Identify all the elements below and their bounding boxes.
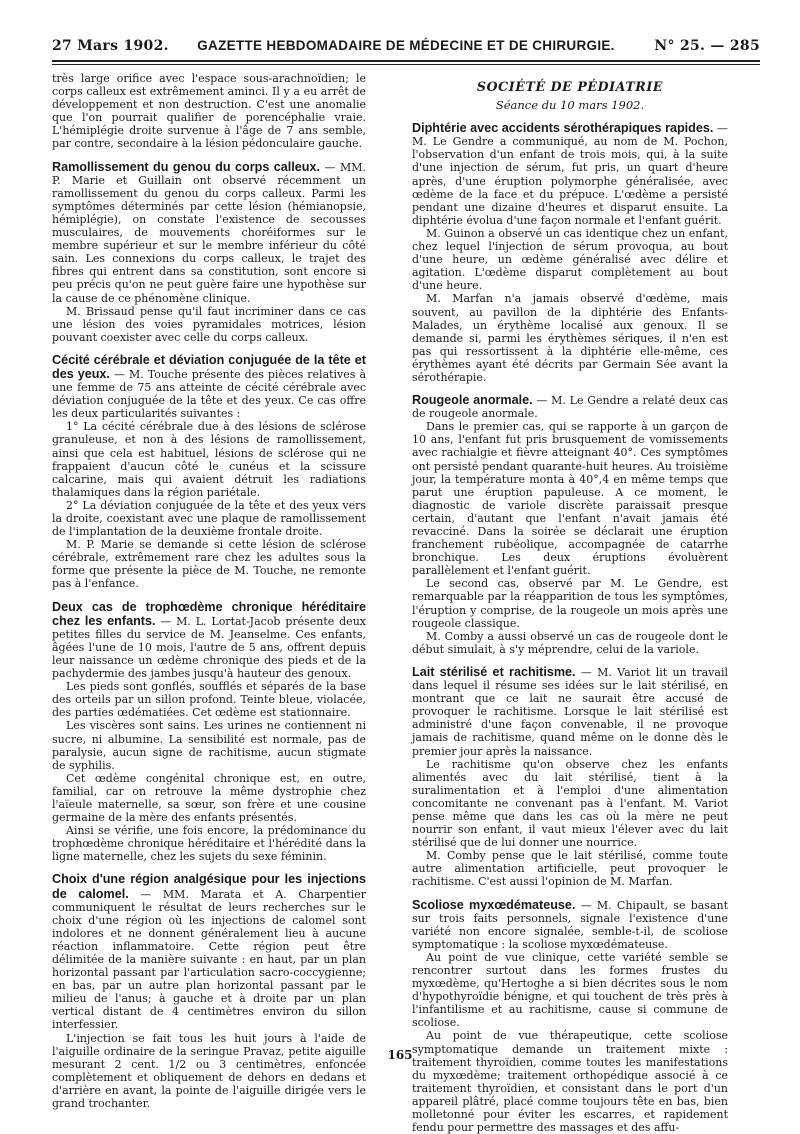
article-diphterie — [412, 121, 728, 384]
article-authors: — M. Variot — [580, 665, 651, 679]
header-date: 27 Mars 1902. — [52, 38, 169, 54]
article-authors: — M. Le Gendre — [536, 394, 629, 408]
article-paragraph: 2° La déviation conjuguée de la tête et des yeux vers la droite, coexistant avec une plaque de ramollissement de l'implantation de la deuxième frontale droite. — [52, 498, 366, 539]
article-title: Ramollissement du genou du corps calleux. — [52, 159, 321, 174]
article-paragraph: a communiqué, au nom de M. Pochon, l'observation d'un enfant de trois mois, qui, à la suite d'une injection de sérum, fut pris, un quart d'heure après, d'une éruption polymorphe généralisée, avec œdème de la face et du prépuce. L'œdème a persisté pendant une dizaine d'heures et disparut ensuite. La diphtérie évolua d'une façon normale et l'enfant guérit. — [412, 135, 729, 227]
article-calomel — [52, 872, 366, 1110]
article-paragraph: Les viscères sont sains. Les urines ne contiennent ni sucre, ni albumine. La sensibilité est normale, pas de paralysie, aucun signe de rachitisme, aucun stigmate de syphilis. — [52, 719, 366, 772]
article-title: Cécité cérébrale et déviation conjuguée de la tête et des yeux. — [52, 352, 366, 381]
right-column — [412, 72, 728, 1134]
article-authors: — MM. Marata et A. Charpentier — [140, 887, 366, 901]
article-paragraph: M. P. Marie se demande si cette lésion de sclérose cérébrale, extrêmement rare chez les adultes sous la forme que présente la pièce de M. Touche, ne remonte pas à l'enfance. — [52, 538, 366, 591]
article-paragraph: M. Comby a aussi observé un cas de rougeole dont le début simulait, à s'y méprendre, celui de la variole. — [412, 629, 728, 656]
article-paragraph: 1° La cécité cérébrale due à des lésions de sclérose granuleuse, et non à des lésions de ramollissement, ainsi que cela est habituel, lésions de sclérose qui ne frappaient d'aucun côté le cunéus et la scissure calcarine, mais qui avaient détruit les radiations thalamiques dans la région pariétale. — [52, 420, 366, 499]
article-authors: — M. Le Gendre — [412, 122, 728, 149]
article-cecite — [52, 353, 366, 591]
article-rougeole — [412, 393, 728, 656]
article-ramollissement — [52, 160, 366, 344]
article-paragraph: M. Marfan n'a jamais observé d'œdème, mais souvent, au pavillon de la diphtérie des Enfants-Malades, un érythème localisé aux genoux. Il se demande si, parmi les érythèmes sériques, il n'en est pas qui ressortissent à la diphtérie elle-même, ces érythèmes ayant été décrits par Germain Sée avant la sérothérapie. — [412, 292, 728, 384]
article-title: Choix d'une région analgésique pour les injections de calomel. — [52, 872, 366, 901]
article-title: Diphtérie avec accidents sérothérapiques rapides. — [412, 121, 714, 136]
left-column — [52, 72, 366, 1110]
article-paragraph: L'injection se fait tous les huit jours à l'aide de l'aiguille ordinaire de la seringue Pravaz, petite aiguille mesurant 2 cent. 1/2 ou 3 centimètres, enfoncée complètement et obliquement de dehors en dedans et d'arrière en avant, la pointe de l'aiguille dirigée vers le grand trochanter. — [52, 1031, 366, 1111]
article-lait-sterilise — [412, 665, 728, 889]
article-paragraph: Au point de vue clinique, cette variété semble se rencontrer surtout dans les formes frustes du myxœdème, qu'Hertoghe a si bien décrites sous le nom d'hypothyroïdie bénigne, et qui touchent de très près à l'infantilisme et au rachitisme, cause si commune de scoliose. — [412, 950, 728, 1030]
intro-paragraph: très large orifice avec l'espace sous-arachnoïdien; le corps calleux est extrêmement aminci. Il y a eu arrêt de développement et non destruction. C'est une anomalie que l'on pourrait qualifier de porencéphalie vraie. L'hémiplégie droite survenue à l'âge de 7 ans semble, par contre, secondaire à la lésion pédonculaire gauche. — [52, 72, 366, 151]
article-authors: — M. Touche — [113, 367, 188, 381]
article-paragraph: présente des pièces relatives à une femme de 75 ans atteinte de cécité cérébrale avec déviation conjuguée de la tête et des yeux. Ce cas offre les deux particularités suivantes : — [52, 367, 366, 421]
article-paragraph: Le rachitisme qu'on observe chez les enfants alimentés avec du lait stérilisé, tient à la suralimentation et à l'emploi d'une alimentation concomitante ne convenant pas à l'enfant. M. Variot pense même que dans les cas où la mère ne peut nourrir son enfant, il vaut mieux l'élever avec du lait stérilisé que de lui donner une nourrice. — [412, 757, 728, 850]
article-authors: — M. L. Lortat-Jacob — [160, 614, 281, 628]
society-name: SOCIÉTÉ DE PÉDIATRIE — [476, 79, 664, 94]
running-header — [52, 38, 760, 60]
article-scoliose — [412, 898, 728, 1134]
article-paragraph: M. Brissaud pense qu'il faut incriminer dans ce cas une lésion des voies pyramidales motrices, lésion pouvant coexister avec celle du corps calleux. — [52, 304, 366, 344]
article-authors: — M. Chipault, — [580, 898, 669, 912]
header-rule — [52, 60, 760, 62]
article-paragraph: communiquent le résultat de leurs recherches sur le choix d'une région où les injections de calomel sont indolores et ne donnent généralement lieu à aucune réaction inflammatoire. Cette région peut être délimitée de la manière suivante : en haut, par un plan horizontal passant par l'articulation sacro-coccygienne; en bas, par un autre plan horizontal passant par le milieu de l'anus; à gauche et à droite par un plan vertical distant de 4 centimètres environ du sillon interfessier. — [52, 900, 366, 1032]
article-paragraph: ont observé récemment un ramollissement du genou du corps calleux. Parmi les symptômes déterminés par cette lésion (hémianopsie, hémiplégie), on constate l'existence de secousses musculaires, de mouvements choréiformes sur le membre supérieur et sur le membre inférieur du côté sain. Les connexions du corps calleux, le trajet des fibres qui entrent dans sa constitution, sont encore si peu précis qu'on ne peut guère faire une hypothèse sur la cause de ce phénomène clinique. — [52, 173, 366, 305]
article-title: Rougeole anormale. — [412, 393, 533, 408]
article-paragraph: présente deux petites filles du service de M. Jeanselme. Ces enfants, âgées l'une de 10 mois, l'autre de 5 ans, offrent depuis leur naissance un œdème chronique des pieds et de la pachydermie des jambes jusqu'à hauteur des genoux. — [52, 614, 366, 681]
article-paragraph: Au point de vue thérapeutique, cette scoliose symptomatique demande un traitement mixte : traitement thyroïdien, comme toutes les manifestations du myxœdème; traitement orthopédique associé à ce traitement thyroïdien, et consistant dans le port d'un appareil plâtré, placé comme toujours tête en bas, bien molletonné pour éviter les escarres, et rapidement fendu pour permettre des massages et des affu- — [412, 1029, 728, 1134]
article-paragraph: se basant sur trois faits personnels, signale l'existence d'une variété non encore signalée, semble-t-il, de scoliose symptomatique : la scoliose myxœdémateuse. — [412, 898, 729, 951]
article-title: Lait stérilisé et rachitisme. — [412, 664, 576, 679]
article-paragraph: Le second cas, observé par M. Le Gendre, est remarquable par la réapparition de tous les symptômes, l'éruption y comprise, de la rougeole un mois après une rougeole classique. — [412, 577, 728, 630]
issue-page-number: N° 25. — 285 — [654, 38, 760, 54]
journal-title: GAZETTE HEBDOMADAIRE DE MÉDECINE ET DE CHIRURGIE. — [197, 38, 615, 53]
article-paragraph: M. Guinon a observé un cas identique chez un enfant, chez lequel l'injection de sérum provoqua, au bout d'une heure, un œdème généralisé avec délire et agitation. L'œdème disparut complètement au bout d'une heure. — [412, 226, 728, 293]
article-paragraph: lit un travail dans lequel il résume ses idées sur le lait stérilisé, en montrant que ce lait ne saurait être accusé de provoquer le rachitisme. Lorsque le lait stérilisé est administré d'une façon convenable, il ne provoque jamais de rachitisme, quand même on le donne dès le premier jour après la naissance. — [412, 665, 728, 758]
session-date: Séance du 10 mars 1902. — [495, 98, 645, 113]
article-paragraph: Dans le premier cas, qui se rapporte à un garçon de 10 ans, l'enfant fut pris brusquement de vomissements avec rachialgie et fièvre atteignant 40°. Ces symptômes ont persisté pendant quarante-huit heures. Au troisième jour, la température monta à 40°,4 en même temps que parut une éruption papuleuse. A ce moment, le diagnostic de variole discrète paraissait presque certain, d'autant que l'enfant n'avait jamais été revacciné. Dans la soirée se déclarait une éruption franchement rubéolique, accompagnée de catarrhe bronchique. Les deux éruptions évoluèrent parallèlement et l'enfant guérit. — [412, 420, 728, 578]
article-trophoedeme — [52, 600, 366, 864]
article-authors: — MM. P. Marie et Guillain — [52, 160, 366, 187]
article-paragraph: a relaté deux cas de rougeole anormale. — [412, 394, 728, 421]
article-paragraph: Cet œdème congénital chronique est, en outre, familial, car on retrouve la même dystrophie chez l'aïeule maternelle, sa sœur, son frère et une cousine germaine de la mère des enfants présentés. — [52, 771, 366, 825]
article-paragraph: Ainsi se vérifie, une fois encore, la prédominance du trophœdème chronique héréditaire et l'hérédité dans la ligne maternelle, chez les sujets du sexe féminin. — [52, 824, 366, 864]
article-paragraph: M. Comby pense que le lait stérilisé, comme toute autre alimentation artificielle, peut provoquer le rachitisme. C'est aussi l'opinion de M. Marfan. — [412, 849, 728, 889]
article-title: Scoliose myxœdémateuse. — [412, 897, 576, 912]
article-paragraph: Les pieds sont gonflés, soufflés et séparés de la base des orteils par un sillon profond. Teinte bleue, violacée, des parties œdématiées. Cet œdème est stationnaire. — [52, 680, 366, 720]
article-title: Deux cas de trophœdème chronique héréditaire chez les enfants. — [52, 599, 366, 628]
society-heading — [412, 80, 728, 112]
page-folio: 165 — [387, 1048, 413, 1062]
header-rule-thin — [52, 64, 760, 65]
